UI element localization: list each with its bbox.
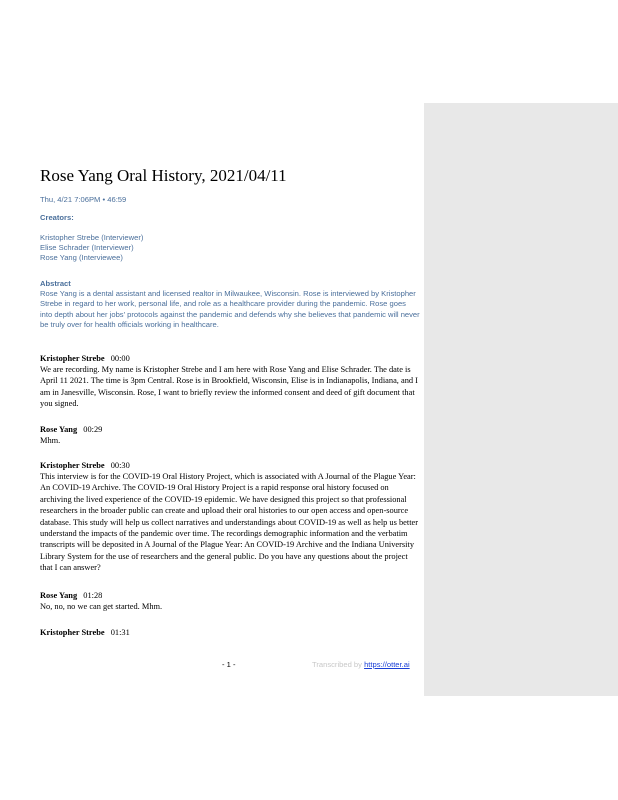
speaker-name: Rose Yang: [40, 425, 78, 434]
speaker-line: [40, 591, 420, 600]
speaker-name: Kristopher Strebe: [40, 354, 105, 363]
otter-link[interactable]: https://otter.ai: [364, 660, 410, 669]
creators-heading: Creators:: [40, 213, 74, 222]
comment-margin-panel: [424, 103, 618, 696]
document-title: Rose Yang Oral History, 2021/04/11: [40, 166, 287, 185]
speaker-name: Kristopher Strebe: [40, 461, 105, 470]
transcript-segment: [40, 425, 420, 446]
abstract-heading: Abstract: [40, 279, 71, 288]
abstract-text: Rose Yang is a dental assistant and licensed realtor in Milwaukee, Wisconsin. Rose is interviewed by Kristopher Strebe in regard to her work, personal life, and role as a healthcare provider during the pandemic. Rose goes into depth about her jobs' protocols against the pandemic and defends why she believes that pandemic will never be truly over for health officials working in healthcare.: [40, 289, 420, 330]
timestamp: 00:00: [110, 354, 130, 363]
document-meta: Thu, 4/21 7:06PM • 46:59: [40, 195, 127, 204]
speaker-line: [40, 354, 420, 363]
timestamp: 01:31: [110, 628, 130, 637]
timestamp: 00:30: [110, 461, 130, 470]
transcription-credit: [312, 660, 410, 669]
utterance-text: This interview is for the COVID-19 Oral History Project, which is associated with A Journal of the Plague Year: An COVID-19 Archive. The COVID-19 Oral History Project is a rapid response oral history focused on archiving the lived experience of the COVID-19 epidemic. We have designed this project so that professional researchers in the broader public can create and upload their oral histories to our open access and open-source database. This study will help us collect narratives and understandings about COVID-19 as well as help us better understand the impacts of the pandemic over time. The recordings demographic information and the verbatim transcripts will be deposited in A Journal of the Plague Year: An COVID-19 Archive and the Indiana University Library System for the use of researchers and the general public. Do you have any questions about the project that I can answer?: [40, 472, 419, 573]
page-number: - 1 -: [222, 660, 236, 669]
credit-prefix: Transcribed by: [312, 660, 365, 669]
speaker-line: [40, 425, 420, 434]
transcript-segment: [40, 461, 420, 574]
creator-item: Kristopher Strebe (Interviewer): [40, 233, 144, 242]
transcript-segment: [40, 628, 420, 637]
transcript-segment: [40, 354, 420, 410]
timestamp: 00:29: [83, 425, 103, 434]
utterance-text: Mhm.: [40, 436, 61, 445]
timestamp: 01:28: [83, 591, 103, 600]
speaker-name: Kristopher Strebe: [40, 628, 105, 637]
creators-list: [40, 233, 143, 263]
speaker-line: [40, 461, 420, 470]
utterance-text: No, no, no we can get started. Mhm.: [40, 602, 163, 611]
utterance-text: We are recording. My name is Kristopher Strebe and I am here with Rose Yang and Elise Schrader. The date is April 11 2021. The time is 3pm Central. Rose is in Brookfield, Wisconsin, Elise is in Indianapolis, Indiana, and I am in Janesville, Wisconsin. Rose, I want to briefly review the informed consent and deed of gift document that you signed.: [40, 365, 418, 409]
speaker-line: [40, 628, 420, 637]
creator-item: Rose Yang (Interviewee): [40, 253, 123, 262]
speaker-name: Rose Yang: [40, 591, 78, 600]
transcript-segment: [40, 591, 420, 612]
creator-item: Elise Schrader (Interviewer): [40, 243, 134, 252]
